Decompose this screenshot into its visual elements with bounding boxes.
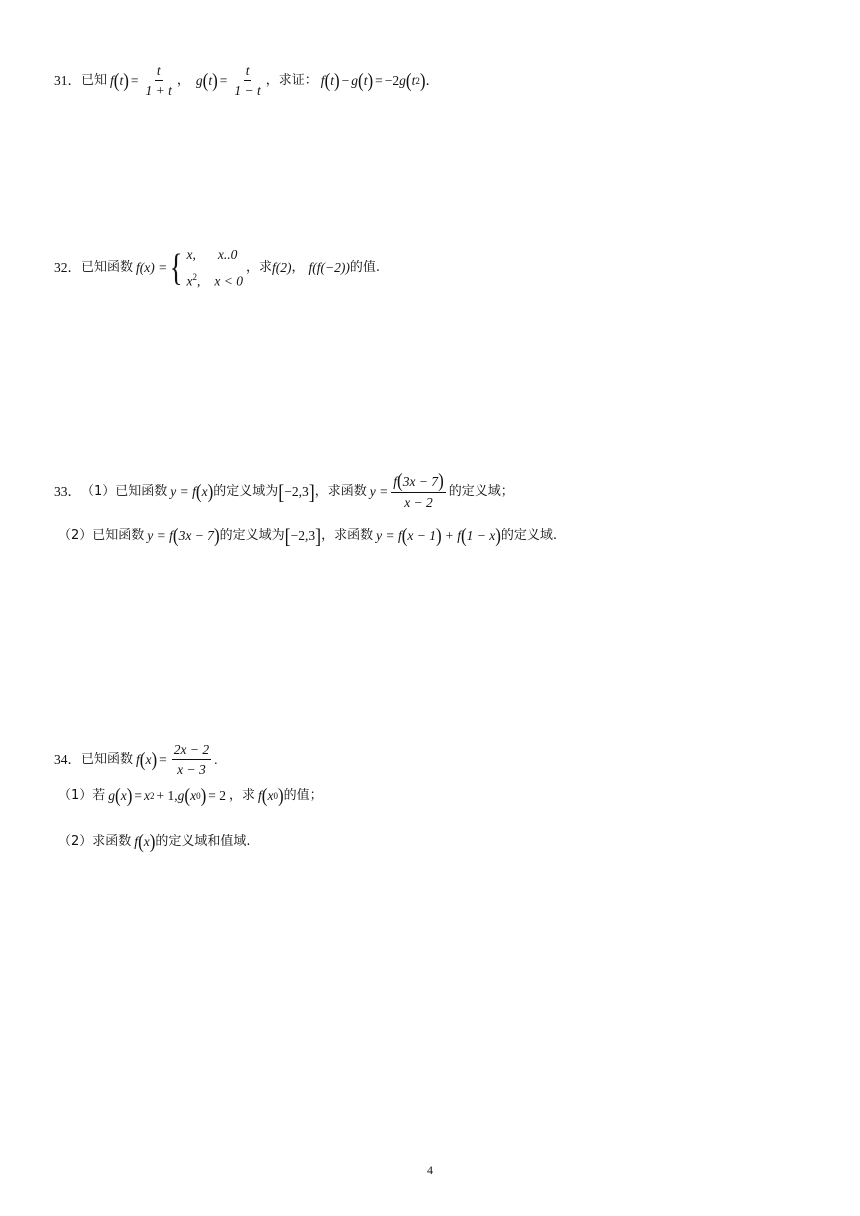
piecewise-cases bbox=[186, 244, 242, 293]
math-eq: = bbox=[375, 72, 383, 88]
math-var: x bbox=[190, 788, 197, 803]
math-expr: x − 1 bbox=[407, 528, 437, 543]
math-lhs: f(x) = bbox=[136, 260, 168, 276]
math-g: g bbox=[177, 788, 185, 803]
period: . bbox=[214, 751, 218, 767]
fraction-numerator: 2x − 2 bbox=[172, 741, 211, 760]
period: ． bbox=[425, 72, 440, 88]
problem-31: 31． 已知 f ( t ) = $\frac{t}{1 + t}$ ， g ( t ) = $\frac{t}{1 - t}$ ， 求证： f ( t ) − g ( t ) = −2 g ( t 2 ) ． bbox=[54, 63, 440, 98]
problem-text: 的定义域和值域. bbox=[155, 834, 251, 849]
math-var: x bbox=[120, 788, 127, 803]
problem-text: ，求函数 bbox=[321, 528, 374, 543]
fraction bbox=[391, 469, 445, 511]
math-expr: + f bbox=[444, 528, 461, 543]
problem-text: 的值. bbox=[349, 260, 380, 276]
comma: , bbox=[196, 273, 201, 289]
math-var: t bbox=[330, 72, 334, 88]
math-g: g bbox=[399, 72, 406, 88]
case-expr: x, bbox=[186, 247, 196, 262]
math-expr: y = bbox=[369, 483, 389, 499]
part-label: （1） bbox=[58, 788, 93, 803]
math-var: t bbox=[411, 72, 416, 88]
math-var: x bbox=[267, 788, 274, 803]
subscript: 0 bbox=[273, 791, 278, 801]
fraction-denominator: 1 − t bbox=[234, 83, 261, 98]
math-expr: y = f bbox=[170, 483, 196, 499]
math-expr: + 1, bbox=[156, 788, 178, 803]
math-eq: = bbox=[130, 72, 139, 88]
exponent: 2 bbox=[415, 75, 420, 86]
problem-text: 已知 bbox=[81, 72, 108, 88]
math-var: t bbox=[363, 72, 368, 88]
problem-33-part-2: （2） 已知函数 y = f ( 3x − 7 ) 的定义域为 [ −2,3 ] ，求函数 y = f ( x − 1 ) + f ( 1 − x ) 的定义域. bbox=[58, 524, 558, 548]
page-number: 4 bbox=[427, 1163, 433, 1177]
problem-text: 的定义域. bbox=[500, 528, 558, 543]
problem-text: 已知函数 bbox=[115, 483, 168, 499]
math-minus: − bbox=[341, 72, 350, 88]
exponent: 2 bbox=[150, 791, 155, 801]
problem-32 bbox=[54, 244, 380, 293]
math-expr: 3x − 7 bbox=[178, 528, 214, 543]
math-g: g bbox=[351, 72, 359, 88]
fraction-numerator: t bbox=[244, 62, 252, 81]
math-eq: = bbox=[159, 751, 167, 767]
problem-34: 34． 已知函数 f ( x ) = $\frac{2x - 2}{x - 3}$ . bbox=[54, 742, 218, 777]
math-f: f bbox=[258, 788, 262, 803]
problem-text: 已知函数 bbox=[81, 751, 134, 767]
problem-text: 的定义域为 bbox=[219, 528, 285, 543]
fraction-numerator: t bbox=[155, 62, 163, 81]
math-eq: = bbox=[219, 72, 228, 88]
fraction-denominator: x − 3 bbox=[177, 762, 206, 777]
problem-text: 已知函数 bbox=[81, 260, 134, 276]
part-label: （2） bbox=[58, 834, 93, 849]
problem-text: 若 bbox=[92, 788, 106, 803]
subscript: 0 bbox=[196, 791, 201, 801]
fraction bbox=[232, 62, 262, 99]
math-f: f bbox=[134, 834, 139, 849]
comma: ， bbox=[291, 260, 305, 276]
fraction-numerator: f(3x − 7) bbox=[393, 469, 444, 492]
problem-text: 求证： bbox=[278, 72, 318, 88]
problem-text: 的定义域为 bbox=[213, 483, 279, 499]
comma: ， bbox=[176, 72, 190, 88]
problem-34-part-1: （1） 若 g ( x ) = x 2 + 1, g ( x 0 ) = 2 ，求 f ( x 0 ) 的值； bbox=[58, 784, 323, 807]
problem-33-part-1: 33． （1） 已知函数 y = f ( x ) 的定义域为 [ −2,3 ] ，求函数 y = $\frac{f(3x - 7)}{x - 2}$ 的定义域； bbox=[54, 469, 514, 510]
problem-text: 的定义域； bbox=[448, 483, 514, 499]
case-cond: x < 0 bbox=[214, 273, 243, 289]
problem-text: ，求 bbox=[245, 260, 272, 276]
math-expr: y = f bbox=[147, 528, 173, 543]
exponent: 2 bbox=[192, 272, 197, 282]
math-var: x bbox=[143, 834, 150, 849]
problem-text: 的值； bbox=[283, 788, 323, 803]
fraction bbox=[144, 62, 174, 99]
math-expr: y = f bbox=[376, 528, 402, 543]
problem-number: 32． bbox=[54, 260, 81, 276]
math-var: t bbox=[208, 72, 213, 88]
math-expr: f(f(−2)) bbox=[308, 260, 350, 276]
left-brace: { bbox=[169, 247, 183, 290]
interval: −2,3 bbox=[284, 483, 309, 499]
case-cond: x..0 bbox=[217, 247, 238, 262]
problem-text: 已知函数 bbox=[92, 528, 145, 543]
case-row bbox=[186, 244, 242, 266]
math-expr: = 2 bbox=[208, 788, 226, 803]
part-label: （1） bbox=[81, 483, 116, 499]
problem-number: 33． bbox=[54, 483, 81, 499]
math-var: x bbox=[145, 751, 152, 767]
math-f: f bbox=[136, 751, 140, 767]
math-coef: −2 bbox=[384, 72, 400, 88]
comma: ， bbox=[265, 72, 279, 88]
math-eq: = bbox=[134, 788, 143, 803]
problem-text: ，求 bbox=[228, 788, 255, 803]
math-var: t bbox=[119, 72, 124, 88]
math-g: g bbox=[108, 788, 116, 803]
math-expr: 1 − x bbox=[466, 528, 496, 543]
interval: −2,3 bbox=[290, 528, 316, 543]
problem-text: 求函数 bbox=[92, 834, 132, 849]
math-var: x bbox=[144, 788, 151, 803]
fraction-denominator: 1 + t bbox=[145, 83, 172, 98]
math-var: x bbox=[201, 483, 208, 499]
problem-number: 31． bbox=[54, 72, 81, 88]
fraction-denominator: x − 2 bbox=[404, 495, 433, 510]
math-f: f bbox=[110, 72, 114, 88]
math-f: f bbox=[393, 474, 398, 489]
math-expr: 3x − 7 bbox=[402, 474, 439, 489]
math-f: f bbox=[320, 72, 325, 88]
math-expr: f(2) bbox=[271, 260, 292, 276]
fraction bbox=[172, 741, 211, 778]
case-expr: x bbox=[186, 273, 193, 289]
part-label: （2） bbox=[58, 528, 93, 543]
problem-34-part-2: （2） 求函数 f ( x ) 的定义域和值域. bbox=[58, 830, 251, 853]
problem-text: ，求函数 bbox=[314, 483, 367, 499]
case-row bbox=[186, 266, 242, 293]
math-g: g bbox=[195, 72, 203, 88]
problem-number: 34． bbox=[54, 751, 81, 767]
